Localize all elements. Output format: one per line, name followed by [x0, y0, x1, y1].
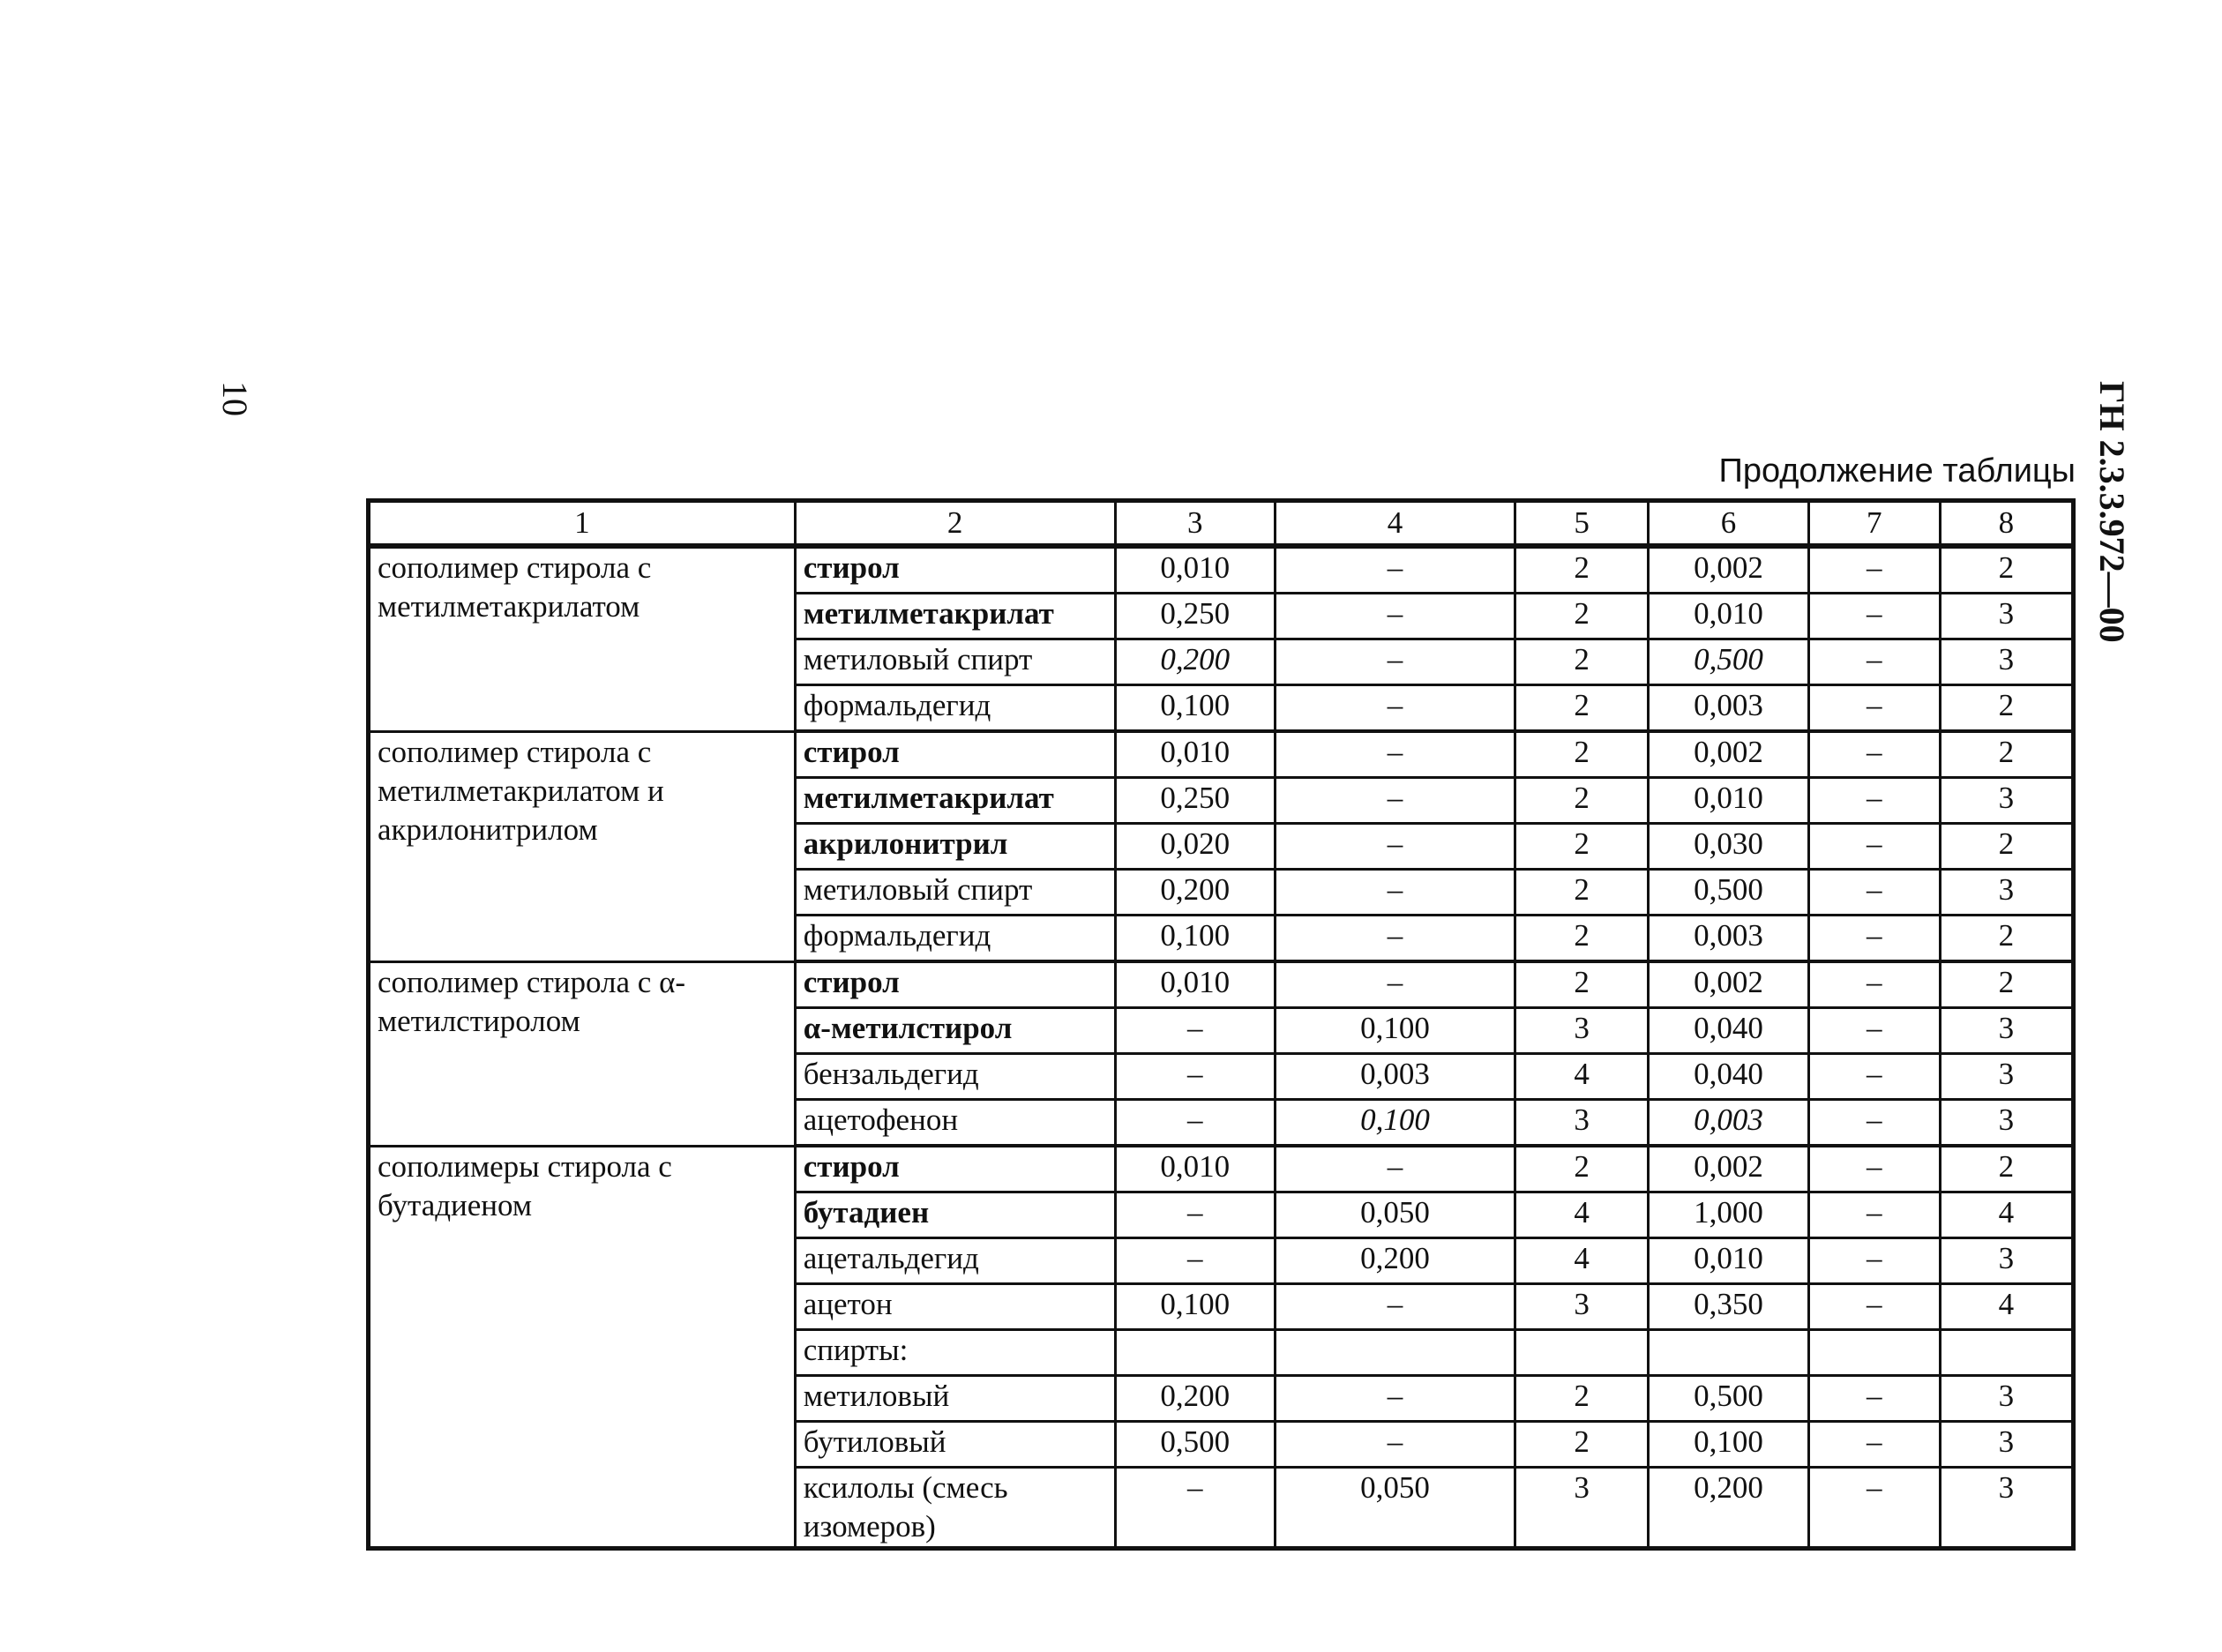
value-cell-c7: – — [1808, 961, 1940, 1008]
polymer-name-cell: сополимер стирола с метилметакрилатом — [369, 546, 796, 731]
value-cell-c8: 3 — [1940, 1008, 2073, 1054]
value-cell-c6: 0,100 — [1649, 1422, 1808, 1468]
value-cell-c8: 3 — [1940, 639, 2073, 685]
value-cell-c4: 0,050 — [1275, 1192, 1515, 1238]
value-cell-c8: 2 — [1940, 1146, 2073, 1192]
value-cell-c5: 2 — [1515, 778, 1649, 824]
value-cell-c3: 0,200 — [1115, 870, 1275, 916]
value-cell-c3: 0,010 — [1115, 731, 1275, 778]
value-cell-c4: – — [1275, 870, 1515, 916]
table-row — [369, 731, 2074, 778]
value-cell-c6: 0,500 — [1649, 1376, 1808, 1422]
substance-cell: бензальдегид — [795, 1054, 1115, 1100]
value-cell-c6: 0,010 — [1649, 1238, 1808, 1284]
column-header: 3 — [1115, 501, 1275, 547]
substance-cell: метилметакрилат — [795, 778, 1115, 824]
column-header: 7 — [1808, 501, 1940, 547]
polymer-name-cell: сополимер стирола с α-метилстиролом — [369, 961, 796, 1146]
value-cell-c5: 2 — [1515, 639, 1649, 685]
substance-cell: формальдегид — [795, 685, 1115, 732]
value-cell-c7: – — [1808, 916, 1940, 962]
value-cell-c4: – — [1275, 778, 1515, 824]
value-cell-c5: 2 — [1515, 1146, 1649, 1192]
value-cell-c7: – — [1808, 1284, 1940, 1330]
column-header: 6 — [1649, 501, 1808, 547]
substance-cell: стирол — [795, 546, 1115, 594]
value-cell-c6: 0,040 — [1649, 1054, 1808, 1100]
value-cell-c6: 0,350 — [1649, 1284, 1808, 1330]
value-cell-c6: 1,000 — [1649, 1192, 1808, 1238]
value-cell-c8: 2 — [1940, 685, 2073, 732]
value-cell-c6: 0,002 — [1649, 731, 1808, 778]
value-cell-c4: 0,100 — [1275, 1008, 1515, 1054]
value-cell-c3: 0,200 — [1115, 639, 1275, 685]
value-cell-c4: – — [1275, 546, 1515, 594]
value-cell-c4: – — [1275, 1422, 1515, 1468]
value-cell-c6 — [1649, 1330, 1808, 1376]
value-cell-c6: 0,040 — [1649, 1008, 1808, 1054]
value-cell-c4 — [1275, 1330, 1515, 1376]
value-cell-c3: – — [1115, 1054, 1275, 1100]
value-cell-c5: 2 — [1515, 546, 1649, 594]
value-cell-c7: – — [1808, 685, 1940, 732]
value-cell-c6: 0,003 — [1649, 685, 1808, 732]
value-cell-c7: – — [1808, 1238, 1940, 1284]
substance-cell: стирол — [795, 1146, 1115, 1192]
value-cell-c3: 0,250 — [1115, 778, 1275, 824]
value-cell-c7: – — [1808, 870, 1940, 916]
value-cell-c5: 2 — [1515, 824, 1649, 870]
value-cell-c3: – — [1115, 1192, 1275, 1238]
value-cell-c3: 0,500 — [1115, 1422, 1275, 1468]
column-header: 8 — [1940, 501, 2073, 547]
value-cell-c6: 0,200 — [1649, 1468, 1808, 1549]
substance-cell: акрилонитрил — [795, 824, 1115, 870]
value-cell-c4: – — [1275, 594, 1515, 639]
substance-cell: метиловый — [795, 1376, 1115, 1422]
value-cell-c3: 0,200 — [1115, 1376, 1275, 1422]
value-cell-c7: – — [1808, 1100, 1940, 1147]
substance-cell: спирты: — [795, 1330, 1115, 1376]
value-cell-c8: 4 — [1940, 1192, 2073, 1238]
value-cell-c4: – — [1275, 639, 1515, 685]
value-cell-c6: 0,002 — [1649, 961, 1808, 1008]
table-row — [369, 546, 2074, 594]
value-cell-c4: – — [1275, 961, 1515, 1008]
value-cell-c5: 2 — [1515, 685, 1649, 732]
substance-cell: метиловый спирт — [795, 639, 1115, 685]
value-cell-c8: 2 — [1940, 731, 2073, 778]
value-cell-c7: – — [1808, 1146, 1940, 1192]
column-header: 4 — [1275, 501, 1515, 547]
value-cell-c6: 0,500 — [1649, 639, 1808, 685]
value-cell-c5: 2 — [1515, 961, 1649, 1008]
substance-cell: метилметакрилат — [795, 594, 1115, 639]
value-cell-c5: 3 — [1515, 1468, 1649, 1549]
value-cell-c3: – — [1115, 1238, 1275, 1284]
value-cell-c6: 0,030 — [1649, 824, 1808, 870]
value-cell-c4: – — [1275, 1376, 1515, 1422]
value-cell-c7: – — [1808, 546, 1940, 594]
value-cell-c3: 0,100 — [1115, 685, 1275, 732]
value-cell-c5: 2 — [1515, 1376, 1649, 1422]
column-header: 1 — [369, 501, 796, 547]
substance-cell: α-метилстирол — [795, 1008, 1115, 1054]
value-cell-c5: 2 — [1515, 916, 1649, 962]
value-cell-c7: – — [1808, 1376, 1940, 1422]
value-cell-c4: 0,003 — [1275, 1054, 1515, 1100]
column-header: 5 — [1515, 501, 1649, 547]
value-cell-c5: 4 — [1515, 1192, 1649, 1238]
value-cell-c4: 0,050 — [1275, 1468, 1515, 1549]
value-cell-c7: – — [1808, 1422, 1940, 1468]
value-cell-c7 — [1808, 1330, 1940, 1376]
value-cell-c6: 0,010 — [1649, 778, 1808, 824]
value-cell-c4: – — [1275, 685, 1515, 732]
value-cell-c5 — [1515, 1330, 1649, 1376]
value-cell-c3: 0,010 — [1115, 546, 1275, 594]
substance-cell: ксилолы (смесь изомеров) — [795, 1468, 1115, 1549]
page-number: 10 — [215, 381, 255, 416]
value-cell-c8: 3 — [1940, 870, 2073, 916]
value-cell-c7: – — [1808, 731, 1940, 778]
polymer-name-cell: сополимер стирола с метилметакрилатом и акрилонитрилом — [369, 731, 796, 961]
value-cell-c4: – — [1275, 1146, 1515, 1192]
value-cell-c4: – — [1275, 731, 1515, 778]
value-cell-c8: 2 — [1940, 824, 2073, 870]
value-cell-c3: – — [1115, 1468, 1275, 1549]
value-cell-c6: 0,500 — [1649, 870, 1808, 916]
substance-cell: метиловый спирт — [795, 870, 1115, 916]
substance-cell: бутиловый — [795, 1422, 1115, 1468]
value-cell-c5: 2 — [1515, 594, 1649, 639]
value-cell-c5: 3 — [1515, 1284, 1649, 1330]
substance-cell: бутадиен — [795, 1192, 1115, 1238]
value-cell-c5: 3 — [1515, 1100, 1649, 1147]
value-cell-c5: 2 — [1515, 870, 1649, 916]
value-cell-c8: 3 — [1940, 1054, 2073, 1100]
value-cell-c7: – — [1808, 824, 1940, 870]
value-cell-c8 — [1940, 1330, 2073, 1376]
value-cell-c8: 3 — [1940, 1238, 2073, 1284]
value-cell-c6: 0,002 — [1649, 1146, 1808, 1192]
value-cell-c6: 0,003 — [1649, 916, 1808, 962]
value-cell-c4: – — [1275, 916, 1515, 962]
value-cell-c7: – — [1808, 1008, 1940, 1054]
value-cell-c6: 0,010 — [1649, 594, 1808, 639]
substance-cell: ацетофенон — [795, 1100, 1115, 1147]
value-cell-c7: – — [1808, 639, 1940, 685]
table-body — [369, 546, 2074, 1549]
value-cell-c4: 0,100 — [1275, 1100, 1515, 1147]
value-cell-c7: – — [1808, 1054, 1940, 1100]
value-cell-c5: 2 — [1515, 731, 1649, 778]
value-cell-c8: 3 — [1940, 778, 2073, 824]
substance-cell: стирол — [795, 731, 1115, 778]
value-cell-c4: – — [1275, 1284, 1515, 1330]
table-row — [369, 1146, 2074, 1192]
table-caption: Продолжение таблицы — [1718, 452, 2076, 490]
header-row — [369, 501, 2074, 547]
value-cell-c7: – — [1808, 778, 1940, 824]
polymer-name-cell: сополимеры стирола с бутадиеном — [369, 1146, 796, 1549]
value-cell-c6: 0,002 — [1649, 546, 1808, 594]
value-cell-c3: – — [1115, 1100, 1275, 1147]
data-table — [366, 498, 2076, 1551]
value-cell-c8: 2 — [1940, 961, 2073, 1008]
value-cell-c8: 2 — [1940, 916, 2073, 962]
value-cell-c8: 3 — [1940, 1468, 2073, 1549]
value-cell-c8: 4 — [1940, 1284, 2073, 1330]
value-cell-c3: 0,100 — [1115, 1284, 1275, 1330]
value-cell-c8: 2 — [1940, 546, 2073, 594]
value-cell-c3 — [1115, 1330, 1275, 1376]
value-cell-c3: – — [1115, 1008, 1275, 1054]
substance-cell: ацетальдегид — [795, 1238, 1115, 1284]
column-header: 2 — [795, 501, 1115, 547]
value-cell-c5: 2 — [1515, 1422, 1649, 1468]
table-row — [369, 961, 2074, 1008]
value-cell-c7: – — [1808, 1468, 1940, 1549]
value-cell-c8: 3 — [1940, 594, 2073, 639]
value-cell-c8: 3 — [1940, 1422, 2073, 1468]
value-cell-c3: 0,250 — [1115, 594, 1275, 639]
value-cell-c6: 0,003 — [1649, 1100, 1808, 1147]
value-cell-c7: – — [1808, 594, 1940, 639]
value-cell-c7: – — [1808, 1192, 1940, 1238]
value-cell-c4: 0,200 — [1275, 1238, 1515, 1284]
value-cell-c3: 0,020 — [1115, 824, 1275, 870]
value-cell-c4: – — [1275, 824, 1515, 870]
value-cell-c5: 3 — [1515, 1008, 1649, 1054]
value-cell-c3: 0,010 — [1115, 961, 1275, 1008]
substance-cell: ацетон — [795, 1284, 1115, 1330]
value-cell-c5: 4 — [1515, 1238, 1649, 1284]
substance-cell: формальдегид — [795, 916, 1115, 962]
value-cell-c8: 3 — [1940, 1376, 2073, 1422]
document-code: ГН 2.3.3.972—00 — [2092, 381, 2132, 643]
value-cell-c3: 0,010 — [1115, 1146, 1275, 1192]
value-cell-c8: 3 — [1940, 1100, 2073, 1147]
value-cell-c3: 0,100 — [1115, 916, 1275, 962]
substance-cell: стирол — [795, 961, 1115, 1008]
value-cell-c5: 4 — [1515, 1054, 1649, 1100]
